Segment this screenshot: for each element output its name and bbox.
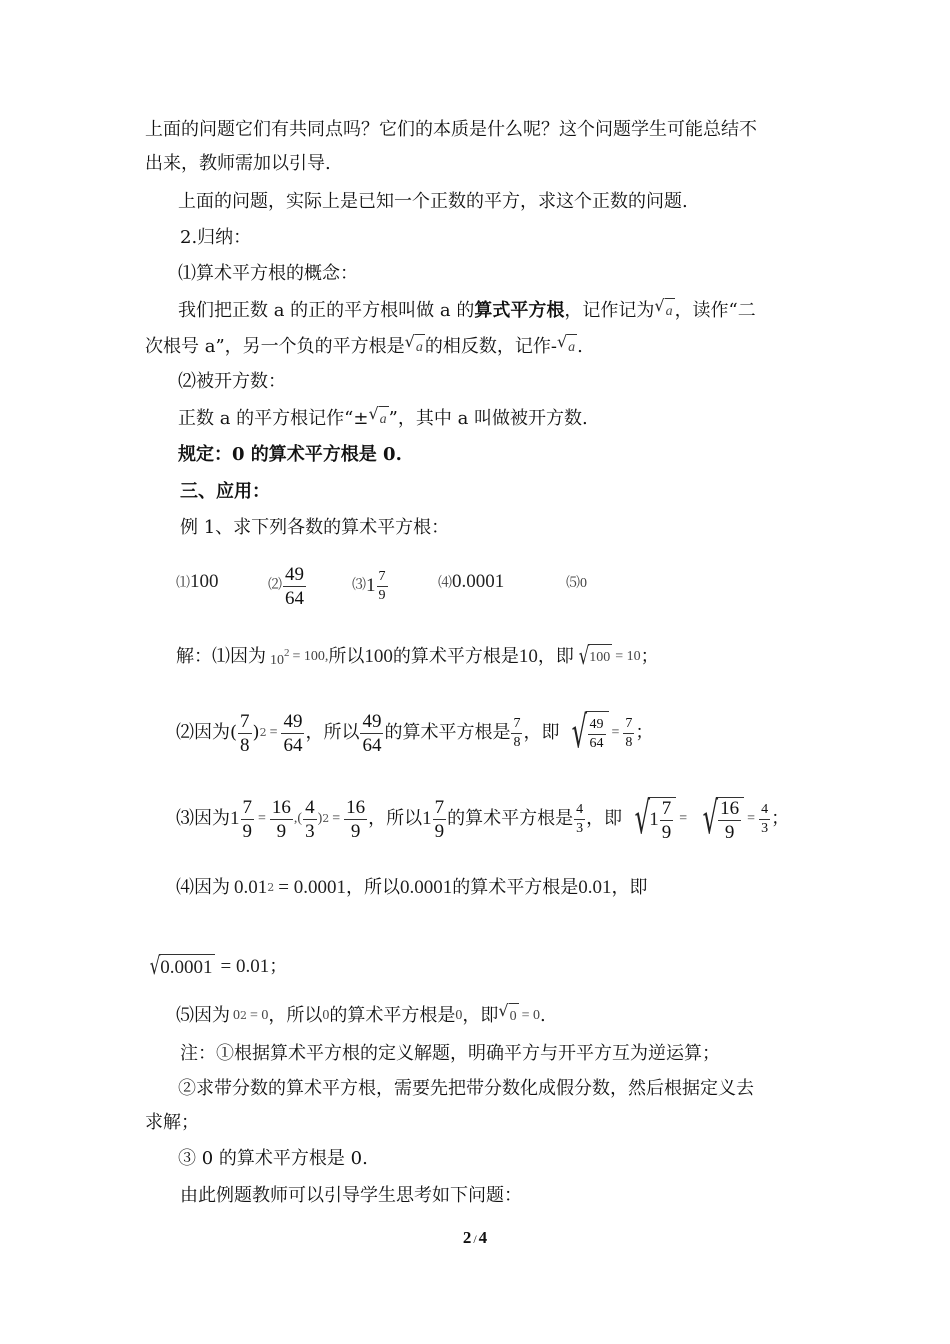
note-1: 注：①根据算术平方根的定义解题，明确平方与开平方互为逆运算；	[180, 1043, 720, 1064]
heading-radicand: ⑵被开方数：	[178, 371, 286, 392]
heading-summary: 2.归纳：	[180, 227, 252, 248]
solution-2: ⑵因为( $\frac{7}{8}$ ) 2 = $\frac{49}{64}$ ，所以 $\frac{49}{64}$ 的算术平方根是 $\frac{7}{8}$ ，即 √ $\frac{49}{64}$ = $\frac{7}{8}$ ；	[176, 707, 654, 758]
paragraph-intro-line2: 出来，教师需加以引导.	[145, 153, 331, 174]
solution-4: ⑷因为 0.01 2 = 0.0001 ，所以 0.0001 的算术平方根是 0.01 ，即	[176, 877, 648, 898]
sqrt-0: √ 0	[498, 1003, 518, 1029]
solution-3: ⑶因为 1 $\frac{7}{9}$ = $\frac{16}{9}$ ,( $\frac{4}{3}$ ) 2 = $\frac{16}{9}$ ，所以 1 $\frac{7}{9}$ 的算术平方根是 $\frac{4}{3}$ ，即 √ 1 $\frac{7}{9}$ = √ $\frac{16}{9}$ = $\frac{4}{3}$ ；	[176, 792, 790, 844]
heading-application: 三、应用：	[180, 481, 270, 502]
note-2-line1: ②求带分数的算术平方根，需要先把带分数化成假分数，然后根据定义去	[178, 1078, 754, 1099]
sqrt-a: √ a	[368, 406, 388, 432]
paragraph-radicand	[178, 406, 588, 432]
paragraph-essence: 上面的问题，实际上是已知一个正数的平方，求这个正数的问题.	[178, 191, 688, 212]
sqrt-49-64: √ $\frac{49}{64}$	[559, 711, 608, 755]
sqrt-16-9: √ $\frac{16}{9}$	[690, 797, 744, 842]
solution-1: 解：⑴因为 $10^2$ = 100, 所以 100 的算术平方根是 10 ，即 √ 100 = 10 ；	[176, 642, 659, 670]
note-3: ③ 0 的算术平方根是 0.	[178, 1148, 368, 1169]
solution-5: ⑸因为 0 2 = 0 ，所以 0 的算术平方根是 0 ，即 √ 0 = 0 .	[176, 1002, 546, 1030]
def-text-pre: 我们把正数 a 的正的平方根叫做 a 的	[178, 300, 475, 321]
paragraph-definition-line1	[178, 298, 756, 324]
example-title: 例 1、求下列各数的算术平方根：	[180, 517, 450, 538]
note-4: 由此例题教师可以引导学生思考如下问题：	[180, 1185, 522, 1206]
page-current: 2	[462, 1228, 472, 1247]
sqrt-a: √ a	[557, 334, 577, 360]
example-item-4: ⑷0.0001	[438, 571, 505, 592]
def-text-post: ，读作“二	[674, 300, 756, 321]
page-separator: /	[473, 1232, 477, 1246]
example-item-1: ⑴100	[176, 571, 219, 592]
sqrt-a: √ a	[654, 298, 674, 324]
note-2-line2: 求解；	[145, 1112, 199, 1133]
sqrt-a: √ a	[405, 334, 425, 360]
solution-4-result: √ 0.0001 = 0.01 ；	[145, 950, 287, 984]
def-term: 算式平方根	[474, 300, 565, 321]
page-total: 4	[478, 1228, 488, 1247]
rule-zero: 规定：0 的算术平方根是 0.	[178, 444, 402, 465]
sqrt-0-0001: √ 0.0001	[149, 952, 213, 980]
def2-text-end: .	[577, 336, 583, 357]
radicand-text-post: ”，其中 a 叫做被开方数.	[388, 408, 588, 429]
paragraph-definition-line2	[145, 334, 583, 360]
heading-concept: ⑴算术平方根的概念：	[178, 263, 358, 284]
radicand-text-pre: 正数 a 的平方根记作“±	[178, 408, 369, 429]
example-item-5: ⑸0	[566, 576, 587, 591]
def2-text-mid: 的相反数，记作-	[424, 336, 557, 357]
page-number	[0, 1228, 950, 1248]
sqrt-100: √ 100	[578, 642, 611, 670]
paragraph-intro-line1: 上面的问题它们有共同点吗？它们的本质是什么呢？这个问题学生可能总结不	[145, 119, 757, 140]
example-item-2: ⑵ $\frac{49}{64}$	[268, 563, 304, 609]
def2-text-pre: 次根号 a”，另一个负的平方根是	[145, 336, 405, 357]
example-item-3: ⑶ 1 $\frac{7}{9}$	[352, 568, 386, 603]
sqrt-1-7-9: √ 1 $\frac{7}{9}$	[622, 797, 676, 842]
def-text-mid: ，记作记为	[564, 300, 655, 321]
